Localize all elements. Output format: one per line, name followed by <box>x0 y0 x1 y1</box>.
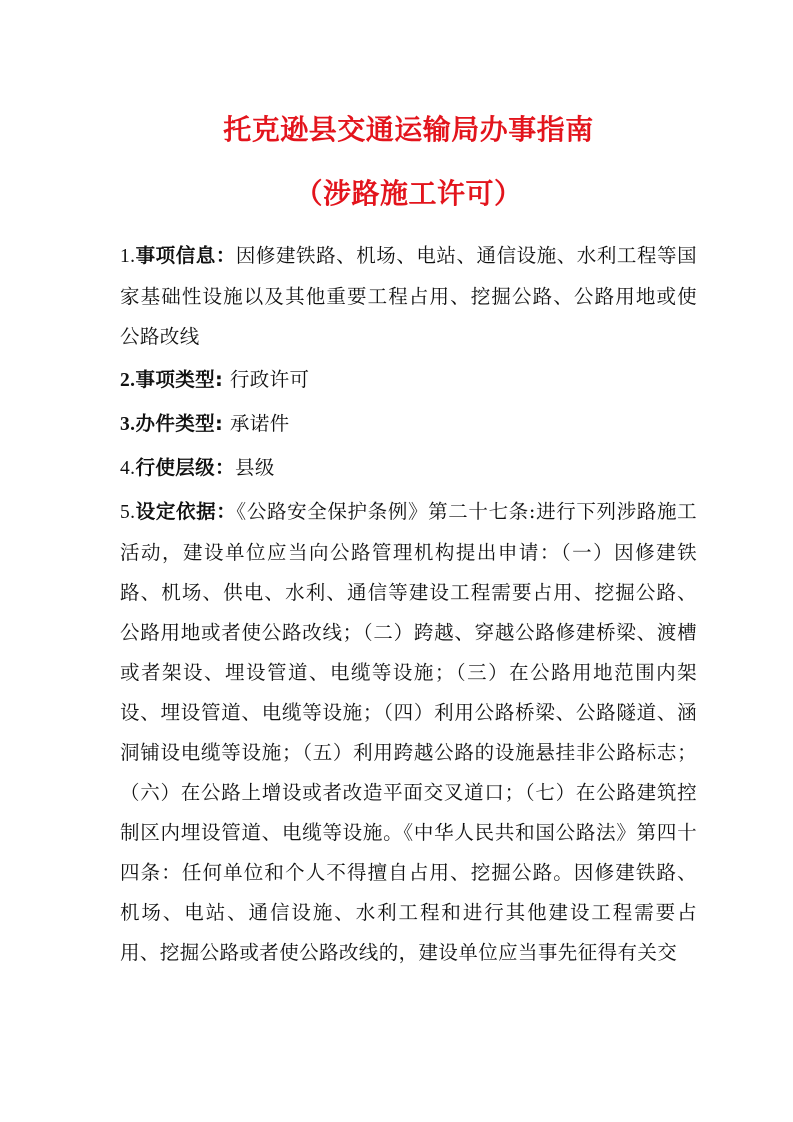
item-case-type <box>120 404 697 445</box>
item-text: 承诺件 <box>223 412 290 435</box>
item-text: 行政许可 <box>223 368 310 391</box>
item-number: 4. <box>120 458 136 479</box>
item-text: 因修建铁路、机场、电站、通信设施、水利工程等国家基础性设施以及其他重要工程占用、挖掘公路、公路用地或使公路改线 <box>120 244 697 348</box>
item-number: 2. <box>120 370 136 391</box>
item-text: 县级 <box>234 456 275 479</box>
document-title: 托克逊县交通运输局办事指南 <box>223 113 594 146</box>
item-matter-info <box>120 236 697 357</box>
item-label: 行使层级： <box>135 456 235 479</box>
item-number: 1. <box>120 246 136 267</box>
document-subtitle: （涉路施工许可） <box>294 177 523 210</box>
item-number: 5. <box>120 502 136 523</box>
item-legal-basis <box>120 492 697 973</box>
item-label: 办件类型: <box>135 412 224 435</box>
item-matter-type <box>120 360 697 401</box>
item-label: 事项信息： <box>135 244 236 267</box>
item-label: 事项类型: <box>135 368 224 391</box>
item-label: 设定依据： <box>135 500 237 523</box>
document-body <box>120 236 697 973</box>
item-text: 《公路安全保护条例》第二十七条:进行下列涉路施工活动，建设单位应当向公路管理机构提出申请：（一）因修建铁路、机场、供电、水利、通信等建设工程需要占用、挖掘公路、公路用地或者使公路改线；（二）跨越、穿越公路修建桥梁、渡槽或者架设、埋设管道、电缆等设施；（三）在公路用地范围内架设、埋设管道、电缆等设施；（四）利用公路桥梁、公路隧道、涵洞铺设电缆等设施；（五）利用跨越公路的设施悬挂非公路标志；（六）在公路上增设或者改造平面交叉道口；（七）在公路建筑控制区内埋设管道、电缆等设施。《中华人民共和国公路法》第四十四条：任何单位和个人不得擅自占用、挖掘公路。因修建铁路、机场、电站、通信设施、水利工程和进行其他建设工程需要占用、挖掘公路或者使公路改线的，建设单位应当事先征得有关交 <box>120 500 697 964</box>
item-number: 3. <box>120 414 136 435</box>
item-exercise-level <box>120 448 697 489</box>
